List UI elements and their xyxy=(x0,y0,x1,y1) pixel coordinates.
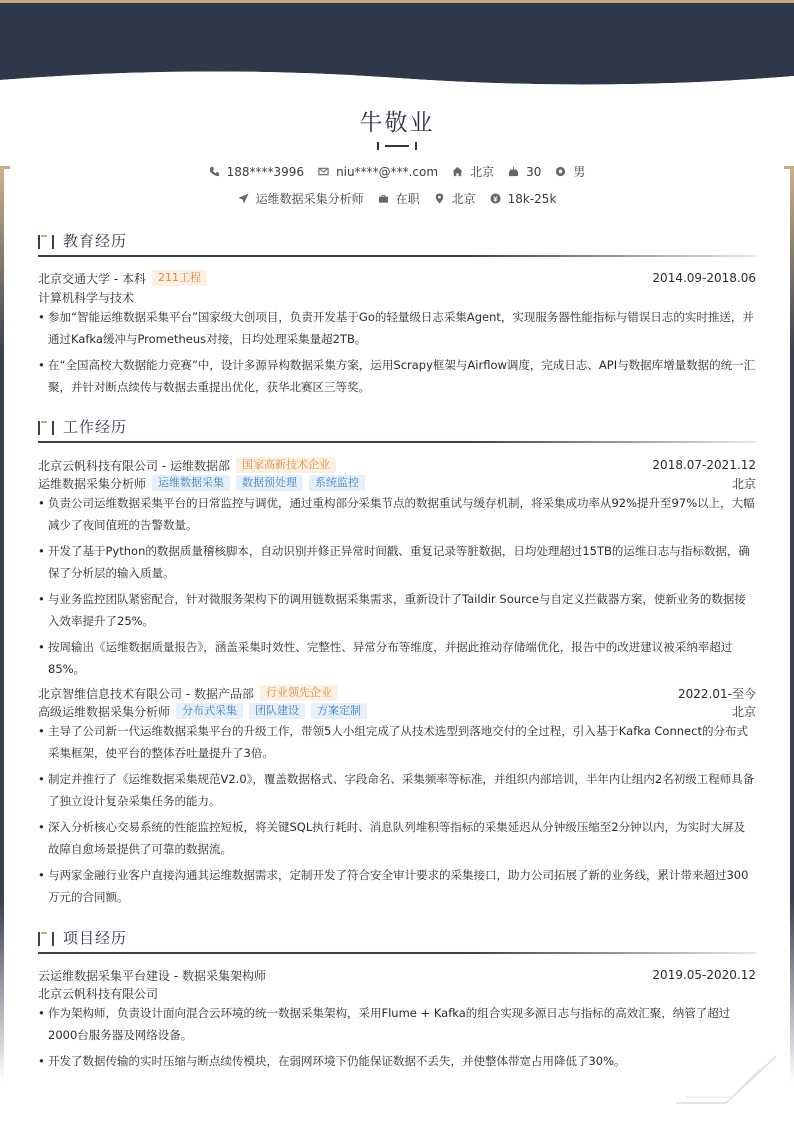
school-tag: 211工程 xyxy=(152,270,207,286)
contact-row xyxy=(0,163,794,180)
skill-tag: 数据预处理 xyxy=(236,475,303,491)
contact-email xyxy=(318,165,438,179)
contact-age xyxy=(508,165,541,179)
education-bullet: • 参加“智能运维数据采集平台”国家级大创项目，负责开发基于Go的轻量级日志采集Agent，实现服务器性能指标与错误日志的实时推送，并通过Kafka缓冲与Prometheus对接，日均处理采集量超2TB。 xyxy=(38,306,756,350)
job-bullet: • 与业务监控团队紧密配合，针对微服务架构下的调用链数据采集需求，重新设计了Taildir Source与自定义拦截器方案，使新业务的数据接入效率提升了25%。 xyxy=(38,588,756,632)
contact-text: 188****3996 xyxy=(226,164,305,179)
skill-tag: 运维数据采集 xyxy=(152,475,230,491)
section-title-text: 教育经历 xyxy=(63,232,128,250)
side-line-left xyxy=(0,168,4,1083)
job-position: 高级运维数据采集分析师 xyxy=(38,704,171,719)
project-bullet: • 开发了数据传输的实时压缩与断点续传模块，在弱网环境下仍能保证数据不丢失，并使整体带宽占用降低了30%。 xyxy=(38,1050,756,1072)
contact-phone xyxy=(209,165,304,179)
intent-salary xyxy=(490,192,557,206)
gender-icon xyxy=(555,166,566,177)
section-title-icon xyxy=(38,235,56,249)
job-position-row xyxy=(38,474,756,492)
section-title-icon xyxy=(38,421,56,435)
skill-tag: 方案定制 xyxy=(311,703,367,719)
contact-gender xyxy=(555,163,585,180)
job-city: 北京 xyxy=(731,476,756,491)
job-bullet: • 开发了基于Python的数据质量稽核脚本，自动识别并修正异常时间戳、重复记录等脏数据，日均处理超过15TB的运维日志与指标数据，确保了分析层的输入质量。 xyxy=(38,540,756,584)
project-date: 2019.05-2020.12 xyxy=(652,968,756,982)
company-name: 北京云帆科技有限公司 - 运维数据部 xyxy=(38,458,230,473)
job-bullet: • 按周输出《运维数据质量报告》，涵盖采集时效性、完整性、异常分布等维度，并据此推动存储端优化，报告中的改进建议被采纳率超过85%。 xyxy=(38,636,756,680)
job-position: 运维数据采集分析师 xyxy=(38,476,147,491)
job-intent-row xyxy=(0,190,794,207)
header-band xyxy=(0,0,794,110)
section-work xyxy=(38,414,756,444)
intent-text: 18k-25k xyxy=(507,191,557,206)
job-city: 北京 xyxy=(731,704,756,719)
company-tag: 国家高新技术企业 xyxy=(236,457,336,473)
candidate-name: 牛敬业 xyxy=(359,110,435,136)
job-date: 2018.07-2021.12 xyxy=(652,458,756,472)
project-header xyxy=(38,966,756,984)
job-bullet: • 主导了公司新一代运维数据采集平台的升级工作，带领5人小组完成了从技术选型到落地交付的全过程，引入基于Kafka Connect的分布式采集框架，使平台的整体吞吐量提升了3倍。 xyxy=(38,720,756,764)
home-icon xyxy=(452,166,463,177)
send-icon xyxy=(238,193,249,204)
section-rule xyxy=(38,952,756,954)
contact-text: niu****@***.com xyxy=(336,164,439,179)
intent-text: 北京 xyxy=(451,192,476,206)
job-bullet: • 制定并推行了《运维数据采集规范V2.0》，覆盖数据格式、字段命名、采集频率等标准，并组织内部培训，半年内让组内2名初级工程师具备了独立设计复杂采集任务的能力。 xyxy=(38,768,756,812)
intent-status xyxy=(378,190,420,207)
skill-tag: 分布式采集 xyxy=(176,703,243,719)
contact-text: 北京 xyxy=(470,165,495,179)
briefcase-icon xyxy=(378,193,389,204)
phone-icon xyxy=(209,166,220,177)
project-company-row xyxy=(38,984,756,1002)
education-date: 2014.09-2018.06 xyxy=(652,271,756,285)
mail-icon xyxy=(318,166,329,177)
intent-position xyxy=(238,190,364,207)
skill-tag: 团队建设 xyxy=(249,703,305,719)
section-title-text: 项目经历 xyxy=(63,929,128,947)
side-line-right xyxy=(790,168,794,1083)
contact-text: 30 xyxy=(526,164,542,179)
contact-text: 男 xyxy=(573,165,586,179)
name-divider xyxy=(377,142,417,150)
job-header xyxy=(38,684,756,702)
school-name: 北京交通大学 - 本科 xyxy=(38,271,146,286)
cake-icon xyxy=(508,166,519,177)
job-header xyxy=(38,456,756,474)
intent-text: 运维数据采集分析师 xyxy=(255,192,364,206)
job-bullet: • 负责公司运维数据采集平台的日常监控与调优，通过重构部分采集节点的数据重试与缓存机制，将采集成功率从92%提升至97%以上，大幅减少了夜间值班的告警数量。 xyxy=(38,492,756,536)
project-name: 云运维数据采集平台建设 - 数据采集架构师 xyxy=(38,968,266,983)
project-bullet: • 作为架构师，负责设计面向混合云环境的统一数据采集架构，采用Flume + Kafka的组合实现多源日志与指标的高效汇聚，纳管了超过2000台服务器及网络设备。 xyxy=(38,1002,756,1046)
salary-icon xyxy=(490,193,501,204)
company-name: 北京智维信息技术有限公司 - 数据产品部 xyxy=(38,686,254,701)
job-position-row xyxy=(38,702,756,720)
location-pin-icon xyxy=(434,193,445,204)
section-education xyxy=(38,228,756,258)
job-bullet: • 深入分析核心交易系统的性能监控短板，将关键SQL执行耗时、消息队列堆积等指标的采集延迟从分钟级压缩至2分钟以内，为实时大屏及故障自愈场景提供了可靠的数据流。 xyxy=(38,816,756,860)
section-rule xyxy=(38,255,756,257)
contact-city xyxy=(452,163,494,180)
job-bullet: • 与两家金融行业客户直接沟通其运维数据需求，定制开发了符合安全审计要求的采集接口，助力公司拓展了新的业务线，累计带来超过300万元的合同额。 xyxy=(38,864,756,908)
section-projects xyxy=(38,925,756,955)
major-name: 计算机科学与技术 xyxy=(38,290,135,305)
intent-city xyxy=(434,190,476,207)
education-bullet: • 在“全国高校大数据能力竞赛”中，设计多源异构数据采集方案，运用Scrapy框架与Airflow调度，完成日志、API与数据库增量数据的统一汇聚，并针对断点续传与数据去重提出优化，获华北赛区三等奖。 xyxy=(38,354,756,398)
education-major xyxy=(38,288,756,306)
skill-tag: 系统监控 xyxy=(309,475,365,491)
project-company: 北京云帆科技有限公司 xyxy=(38,986,159,1001)
education-header xyxy=(38,269,756,287)
section-rule xyxy=(38,441,756,443)
section-title-text: 工作经历 xyxy=(63,418,128,436)
job-date: 2022.01-至今 xyxy=(678,686,756,701)
section-title-icon xyxy=(38,932,56,946)
company-tag: 行业领先企业 xyxy=(260,685,338,701)
intent-text: 在职 xyxy=(395,192,420,206)
